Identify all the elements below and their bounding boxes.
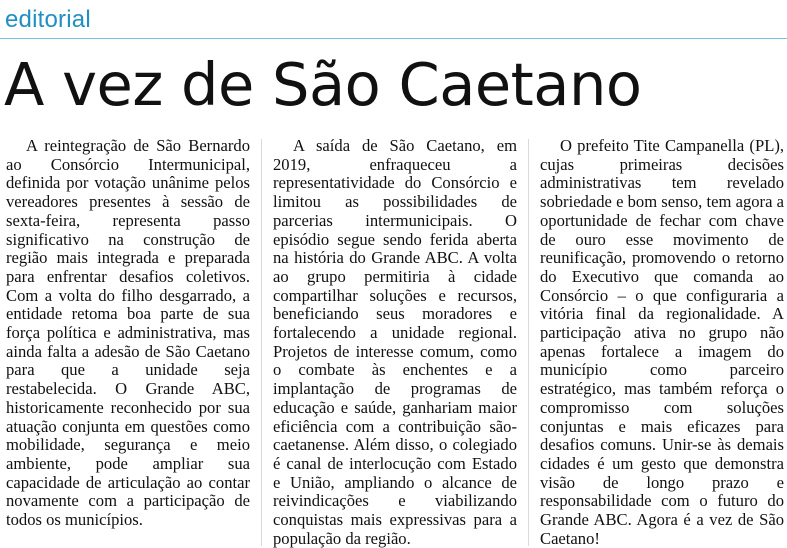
column-1 (6, 137, 250, 548)
article-body (6, 137, 784, 548)
headline: A vez de São Caetano (4, 50, 642, 119)
column-divider (528, 139, 529, 546)
section-label: editorial (5, 6, 91, 33)
column-2 (273, 137, 517, 548)
column-1-text: A reintegração de São Bernardo ao Consórcio Intermunicipal, definida por votação unânime pelos vereadores presentes à sessão de sexta-feira, representa passo significativo na construção de região mais integrada e preparada para enfrentar desafios coletivos. Com a volta do filho desgarrado, a entidade retoma boa parte de sua força política e administrativa, mas ainda falta a adesão de São Caetano para que a unidade seja restabelecida. O Grande ABC, historicamente reconhecido por sua atuação conjunta em questões como mobilidade, segurança e meio ambiente, pode ampliar sua capacidade de articulação ao contar novamente com a participação de todos os municípios. (6, 136, 250, 530)
column-3-text: O prefeito Tite Campanella (PL), cujas primeiras decisões administrativas tem revelado sobriedade e bom senso, tem agora a oportunidade de fechar com chave de ouro esse movimento de reunificação, promovendo o retorno do Executivo que comanda ao Consórcio – o que configuraria a vitória final da regionalidade. A participação ativa no grupo não apenas fortalece a imagem do município como parceiro estratégico, mas também reforça o compromisso com soluções conjuntas e mais eficazes para desafios comuns. Unir-se às demais cidades é um gesto que demonstra visão de longo prazo e responsabilidade com o futuro do Grande ABC. Agora é a vez de São Caetano! (540, 136, 784, 548)
column-3 (540, 137, 784, 548)
section-divider (0, 38, 787, 39)
column-2-text: A saída de São Caetano, em 2019, enfraqueceu a representatividade do Consórcio e limitou as possibilidades de parcerias intermunicipais. O episódio segue sendo ferida aberta na história do Grande ABC. A volta ao grupo permitiria à cidade compartilhar soluções e recursos, beneficiando seus moradores e fortalecendo a unidade regional. Projetos de interesse comum, como o combate às enchentes e a implantação de programas de educação e saúde, ganhariam maior eficiência com a contribuição são-caetanense. Além disso, o colegiado é canal de interlocução com Estado e União, ampliando o alcance de reivindicações e viabilizando conquistas mais expressivas para a população da região. (273, 136, 517, 548)
column-divider (261, 139, 262, 546)
